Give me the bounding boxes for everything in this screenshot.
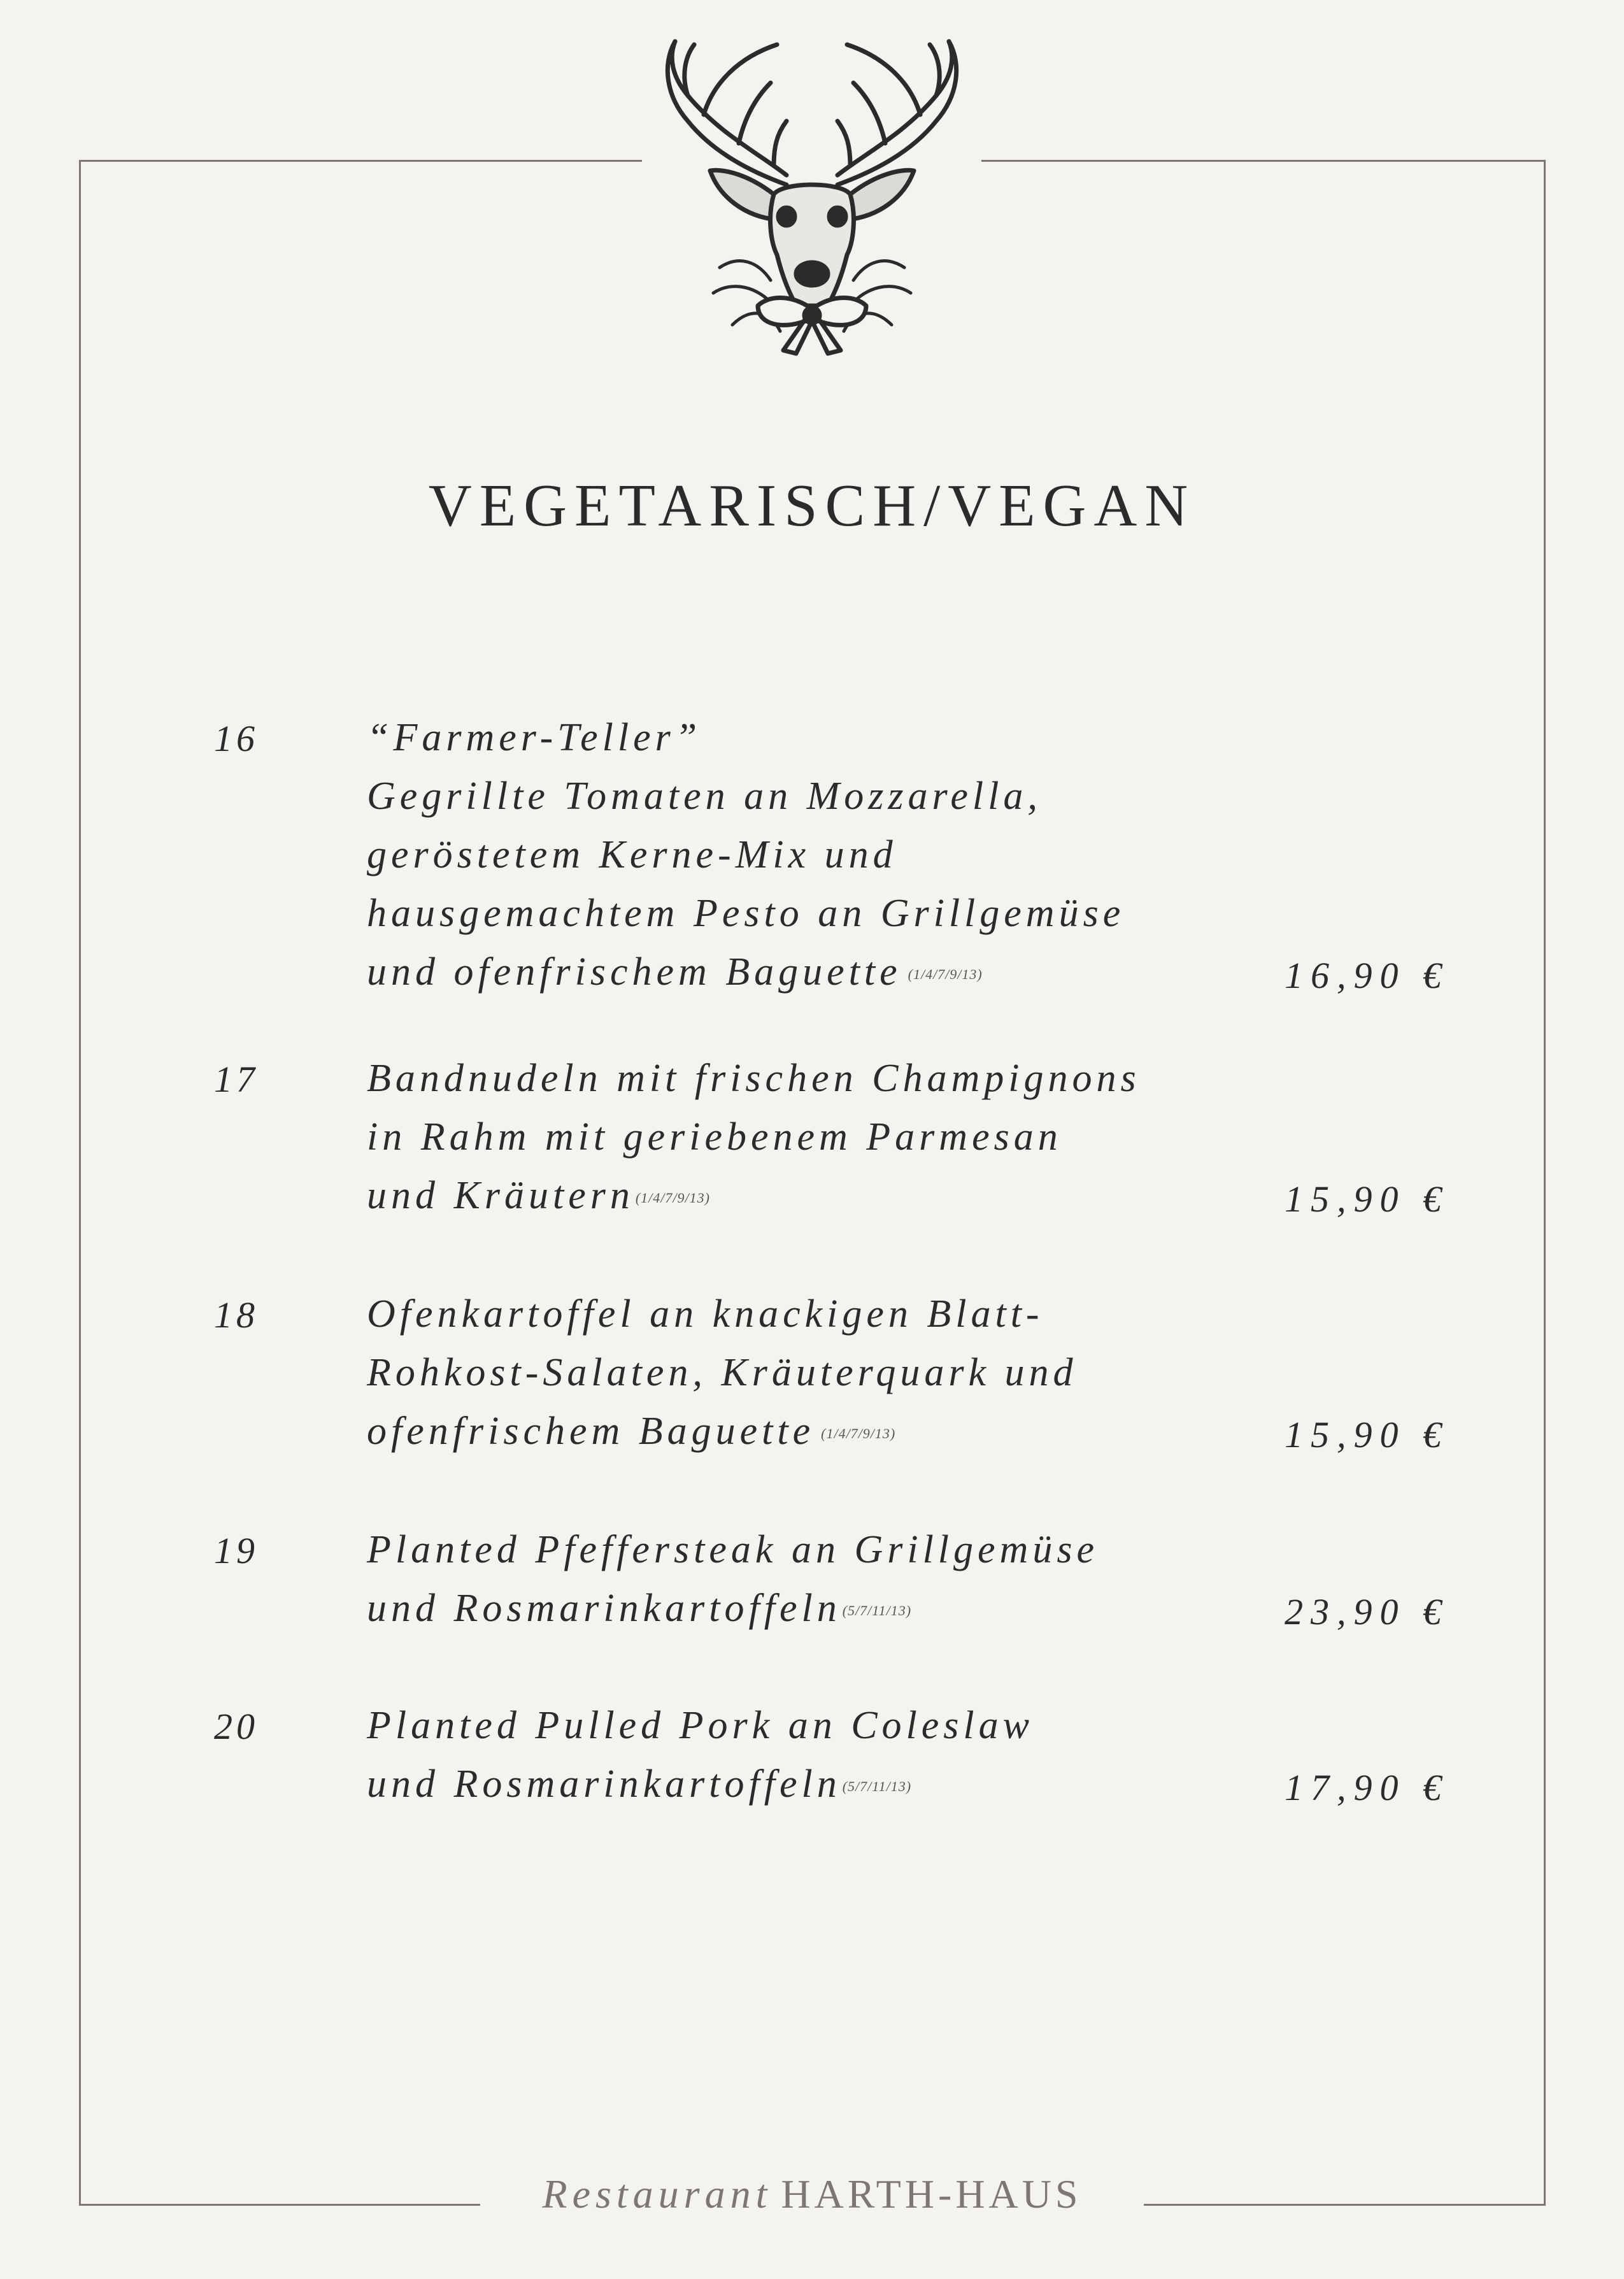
item-price: 15,90 € [1285,1178,1449,1220]
description-line: in Rahm mit geriebenem Parmesan [367,1115,1062,1159]
description-line [367,943,1125,1001]
page-title: VEGETARISCH/VEGAN [428,473,1196,539]
item-number: 18 [214,1294,259,1336]
description-text: und Rosmarinkartoffeln [367,1587,841,1630]
item-number: 19 [214,1530,259,1571]
description-line: Planted Pfeffersteak an Grillgemüse [367,1528,1099,1571]
description-line [367,1579,1099,1638]
description-line: Rohkost-Salaten, Kräuterquark und [367,1351,1078,1394]
description-line [367,1402,1078,1461]
restaurant-footer [480,2171,1144,2218]
description-line: Gegrillte Tomaten an Mozzarella, [367,775,1042,818]
item-description [367,1049,1141,1225]
frame-bottom-right [1144,2204,1546,2206]
description-text: und ofenfrischem Baguette [367,950,902,994]
description-text: und Rosmarinkartoffeln [367,1762,841,1806]
allergen-codes: (1/4/7/9/13) [821,1425,896,1441]
description-line [367,1755,1034,1813]
description-line: Ofenkartoffel an knackigen Blatt- [367,1292,1044,1336]
item-description [367,1520,1099,1638]
item-number: 20 [214,1706,259,1747]
frame-left [79,160,81,2206]
footer-restaurant-name: HARTH-HAUS [781,2171,1082,2217]
description-line: hausgemachtem Pesto an Grillgemüse [367,892,1125,935]
item-price: 23,90 € [1285,1591,1449,1632]
item-description [367,1285,1078,1461]
description-line [367,1166,1141,1225]
allergen-codes: (5/7/11/13) [842,1603,912,1618]
description-line: Bandnudeln mit frischen Champignons [367,1057,1141,1100]
item-description [367,1696,1034,1813]
item-price: 17,90 € [1285,1767,1449,1808]
description-text: und Kräutern [367,1174,634,1217]
description-line: Planted Pulled Pork an Coleslaw [367,1704,1034,1747]
allergen-codes: (5/7/11/13) [842,1778,912,1794]
frame-top-right [981,160,1546,162]
frame-bottom-left [79,2204,480,2206]
item-number: 16 [214,718,259,759]
frame-top-left [79,160,642,162]
deer-head-icon [643,25,981,357]
frame-right [1544,160,1546,2206]
description-line: geröstetem Kerne-Mix und [367,833,897,876]
item-number: 17 [214,1059,259,1100]
item-price: 16,90 € [1285,955,1449,996]
item-description [367,708,1125,1001]
allergen-codes: (1/4/7/9/13) [635,1190,710,1206]
allergen-codes: (1/4/7/9/13) [908,966,983,982]
description-line: “Farmer-Teller” [367,716,702,759]
item-price: 15,90 € [1285,1414,1449,1455]
footer-prefix: Restaurant [542,2171,773,2217]
description-text: ofenfrischem Baguette [367,1410,815,1453]
